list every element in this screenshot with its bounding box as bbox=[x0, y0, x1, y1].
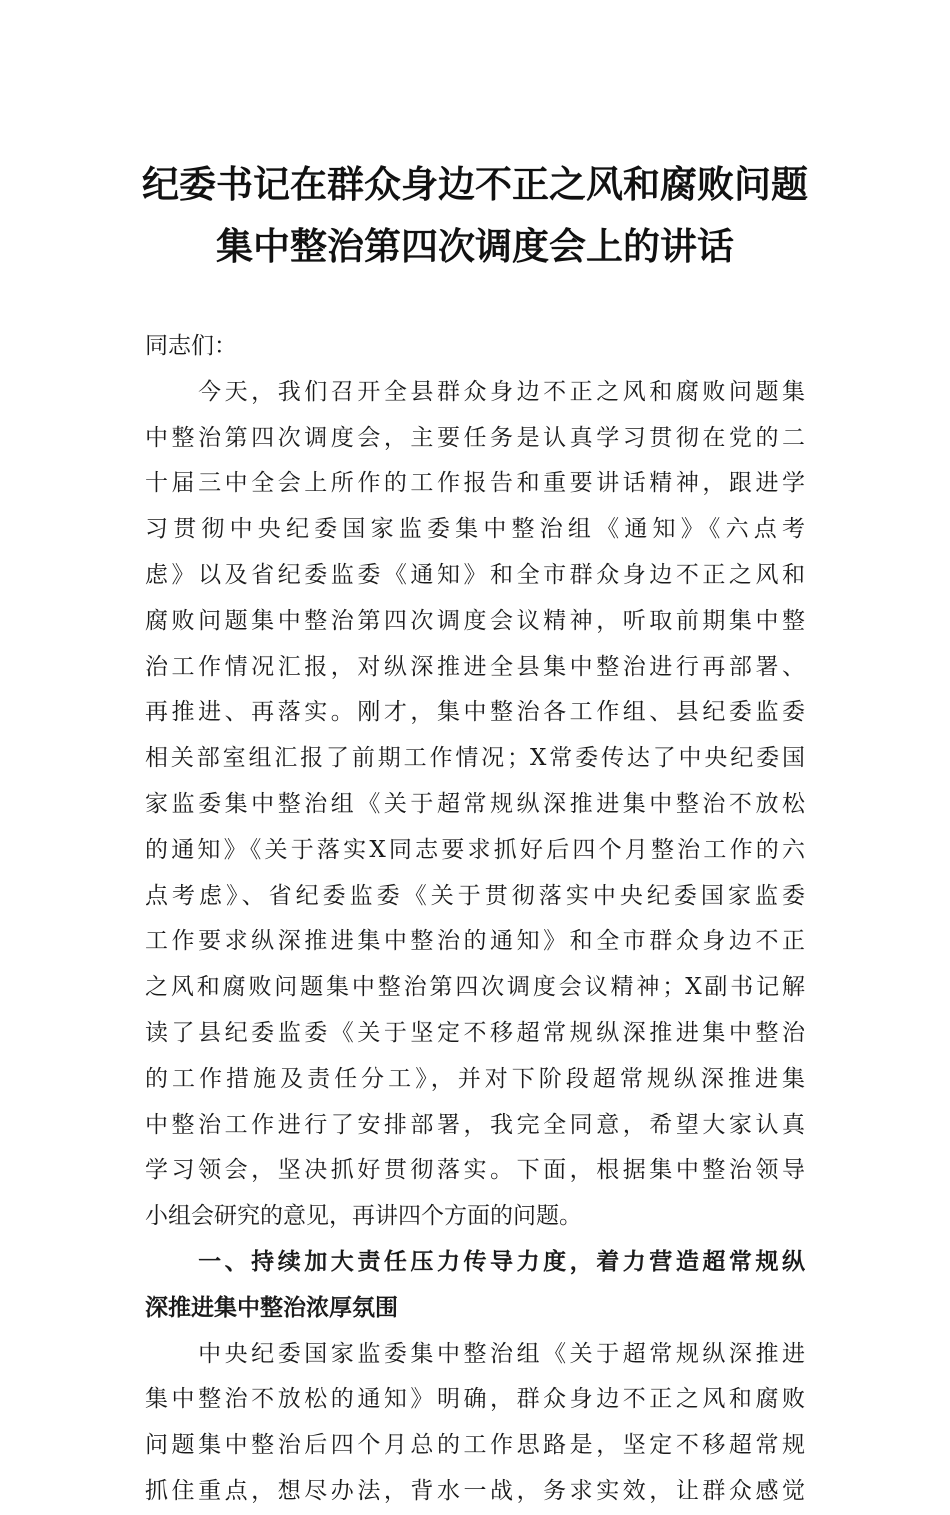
paragraph-line: 问题集中整治后四个月总的工作思路是，坚定不移超常规 bbox=[145, 1432, 805, 1459]
paragraph-line: 抓住重点，想尽办法，背水一战，务求实效，让群众感觉 bbox=[145, 1477, 805, 1504]
document-title-line-2: 集中整治第四次调度会上的讲话 bbox=[216, 224, 734, 268]
paragraph-line: 十届三中全会上所作的工作报告和重要讲话精神，跟进学 bbox=[145, 470, 805, 497]
heading-line: 一、持续加大责任压力传导力度，着力营造超常规纵 bbox=[145, 1248, 805, 1275]
paragraph-line: 的通知》《关于落实X同志要求抓好后四个月整治工作的六 bbox=[145, 836, 805, 863]
paragraph-line: 中整治第四次调度会，主要任务是认真学习贯彻在党的二 bbox=[145, 424, 805, 451]
document-title-line-1: 纪委书记在群众身边不正之风和腐败问题 bbox=[142, 162, 808, 206]
document-body bbox=[145, 324, 805, 1515]
paragraph-line: 中央纪委国家监委集中整治组《关于超常规纵深推进 bbox=[145, 1340, 805, 1367]
paragraph-section-1 bbox=[145, 1332, 805, 1515]
paragraph-line: 治工作情况汇报，对纵深推进全县集中整治进行再部署、 bbox=[145, 653, 805, 680]
paragraph-line: 中整治工作进行了安排部署，我完全同意，希望大家认真 bbox=[145, 1111, 805, 1138]
salutation: 同志们： bbox=[145, 333, 237, 359]
paragraph-line: 腐败问题集中整治第四次调度会议精神，听取前期集中整 bbox=[145, 607, 805, 634]
paragraph-line: 今天，我们召开全县群众身边不正之风和腐败问题集 bbox=[145, 378, 805, 405]
paragraph-line: 之风和腐败问题集中整治第四次调度会议精神；X副书记解 bbox=[145, 974, 805, 1001]
paragraph-line: 的工作措施及责任分工》，并对下阶段超常规纵深推进集 bbox=[145, 1065, 805, 1092]
paragraph-line: 相关部室组汇报了前期工作情况；X常委传达了中央纪委国 bbox=[145, 745, 805, 772]
section-heading-1 bbox=[145, 1240, 805, 1332]
paragraph-line: 习贯彻中央纪委国家监委集中整治组《通知》《六点考 bbox=[145, 516, 805, 543]
paragraph-line: 读了县纪委监委《关于坚定不移超常规纵深推进集中整治 bbox=[145, 1019, 805, 1046]
paragraph-line: 工作要求纵深推进集中整治的通知》和全市群众身边不正 bbox=[145, 928, 805, 955]
paragraph-line: 再推进、再落实。刚才，集中整治各工作组、县纪委监委 bbox=[145, 699, 805, 726]
paragraph-line: 点考虑》、省纪委监委《关于贯彻落实中央纪委国家监委 bbox=[145, 882, 805, 909]
paragraph-line: 学习领会，坚决抓好贯彻落实。下面，根据集中整治领导 bbox=[145, 1157, 805, 1184]
paragraph-line: 家监委集中整治组《关于超常规纵深推进集中整治不放松 bbox=[145, 790, 805, 817]
paragraph-line: 虑》以及省纪委监委《通知》和全市群众身边不正之风和 bbox=[145, 561, 805, 588]
heading-line: 深推进集中整治浓厚氛围 bbox=[145, 1294, 398, 1321]
paragraph-opening bbox=[145, 370, 805, 1240]
paragraph-line: 集中整治不放松的通知》明确，群众身边不正之风和腐败 bbox=[145, 1386, 805, 1413]
paragraph-line: 小组会研究的意见，再讲四个方面的问题。 bbox=[145, 1203, 582, 1230]
